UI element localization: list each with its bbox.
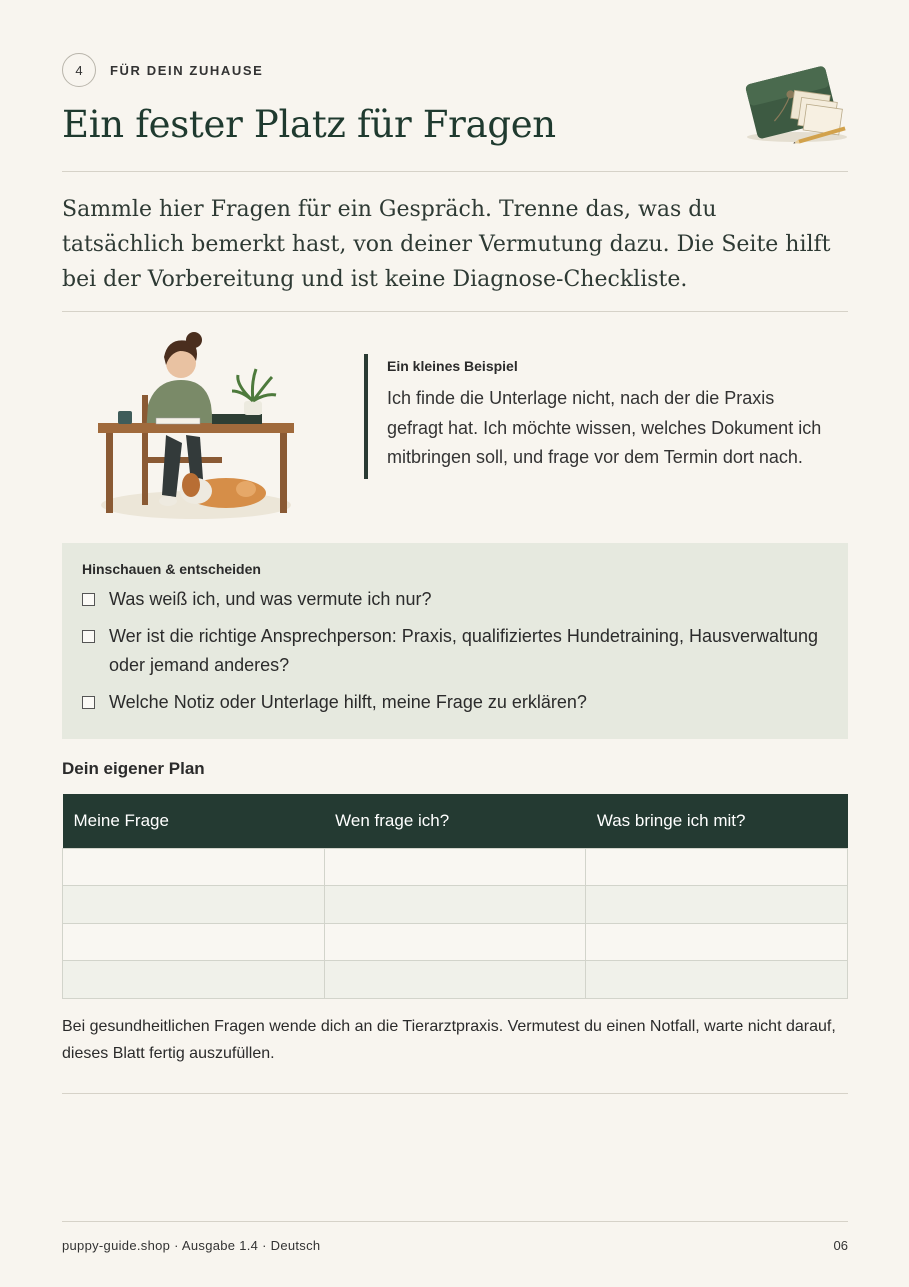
divider-top xyxy=(62,171,848,172)
step-number-badge: 4 xyxy=(62,53,96,87)
worksheet-page xyxy=(62,0,848,1287)
table-cell[interactable] xyxy=(324,923,586,961)
checkbox[interactable] xyxy=(82,593,95,606)
table-cell[interactable] xyxy=(586,848,848,886)
column-header-question: Meine Frage xyxy=(63,794,325,848)
intro-paragraph: Sammle hier Fragen für ein Gespräch. Trenne das, was du tatsächlich bemerkt hast, von deiner Vermutung dazu. Die Seite hilft bei der Vorbereitung und ist keine Diagnose-Checkliste. xyxy=(62,197,831,292)
example-quote xyxy=(364,354,834,479)
checklist-item-text: Was weiß ich, und was vermute ich nur? xyxy=(109,589,432,609)
section-kicker: FÜR DEIN ZUHAUSE xyxy=(110,62,264,78)
health-note: Bei gesundheitlichen Fragen wende dich an die Tierarztpraxis. Vermutest du einen Notfall, warte nicht darauf, dieses Blatt fertig auszufüllen. xyxy=(62,1018,836,1062)
checklist-heading: Hinschauen & entscheiden xyxy=(82,561,261,577)
checklist-item xyxy=(82,622,828,680)
page-number: 06 xyxy=(833,1238,848,1253)
column-header-contact: Wen frage ich? xyxy=(324,794,586,848)
footer-source: puppy-guide.shop · Ausgabe 1.4 · Deutsch xyxy=(62,1238,321,1253)
table-cell[interactable] xyxy=(586,961,848,999)
example-heading: Ein kleines Beispiel xyxy=(387,358,518,374)
checkbox[interactable] xyxy=(82,696,95,709)
section-header xyxy=(62,52,263,88)
woman-at-desk-with-puppy-icon xyxy=(96,325,306,525)
checklist-item-text: Welche Notiz oder Unterlage hilft, meine Frage zu erklären? xyxy=(109,692,587,712)
table-row xyxy=(63,961,848,999)
checklist-item-text: Wer ist die richtige Ansprechperson: Praxis, qualifiziertes Hundetraining, Hausverwaltung oder jemand anderes? xyxy=(109,626,819,675)
table-row xyxy=(63,848,848,886)
divider-intro xyxy=(62,311,848,312)
table-cell[interactable] xyxy=(324,848,586,886)
table-cell[interactable] xyxy=(63,923,325,961)
divider-footer xyxy=(62,1221,848,1222)
plan-table-header-row xyxy=(63,794,848,848)
folder-papers-icon xyxy=(742,55,852,147)
table-cell[interactable] xyxy=(324,886,586,924)
table-cell[interactable] xyxy=(324,961,586,999)
table-cell[interactable] xyxy=(586,886,848,924)
plan-table xyxy=(62,794,848,999)
table-cell[interactable] xyxy=(63,961,325,999)
column-header-bring: Was bringe ich mit? xyxy=(586,794,848,848)
table-cell[interactable] xyxy=(63,848,325,886)
table-cell[interactable] xyxy=(63,886,325,924)
checklist-item xyxy=(82,585,828,614)
table-row xyxy=(63,886,848,924)
table-cell[interactable] xyxy=(586,923,848,961)
checklist-panel xyxy=(62,543,848,739)
checklist-item xyxy=(82,688,828,717)
divider-bottom xyxy=(62,1093,848,1094)
page-title: Ein fester Platz für Fragen xyxy=(62,103,556,146)
table-row xyxy=(63,923,848,961)
checkbox[interactable] xyxy=(82,630,95,643)
plan-heading: Dein eigener Plan xyxy=(62,759,205,778)
example-text: Ich finde die Unterlage nicht, nach der die Praxis gefragt hat. Ich möchte wissen, welches Dokument ich mitbringen soll, und frage vor dem Termin dort nach. xyxy=(387,388,822,467)
